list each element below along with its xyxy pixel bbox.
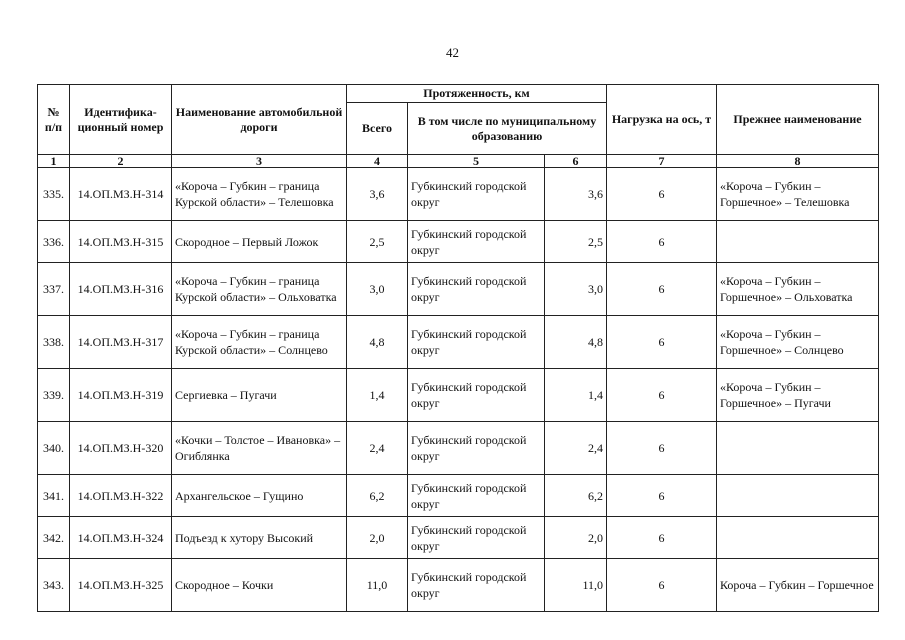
total-length: 2,0 <box>347 517 408 559</box>
header-length: Протяженность, км <box>347 85 607 103</box>
former-name <box>717 517 879 559</box>
table-row <box>38 369 879 422</box>
row-number: 342. <box>38 517 70 559</box>
municipality: Губкинский городской округ <box>408 263 545 316</box>
total-length: 2,5 <box>347 221 408 263</box>
former-name <box>717 475 879 517</box>
axle-load: 6 <box>607 559 717 612</box>
municipality: Губкинский городской округ <box>408 422 545 475</box>
axle-load: 6 <box>607 316 717 369</box>
header-former: Прежнее наименование <box>717 85 879 155</box>
column-number: 5 <box>408 155 545 168</box>
former-name <box>717 422 879 475</box>
road-name: Скородное – Первый Ложок <box>172 221 347 263</box>
row-number: 335. <box>38 168 70 221</box>
former-name: «Короча – Губкин – Горшечное» – Телешовка <box>717 168 879 221</box>
municipal-length: 2,5 <box>545 221 607 263</box>
column-number: 6 <box>545 155 607 168</box>
total-length: 3,0 <box>347 263 408 316</box>
former-name: «Короча – Губкин – Горшечное» – Солнцево <box>717 316 879 369</box>
row-number: 336. <box>38 221 70 263</box>
road-id: 14.ОП.МЗ.Н-316 <box>70 263 172 316</box>
roads-table <box>37 84 879 612</box>
axle-load: 6 <box>607 369 717 422</box>
road-name: Сергиевка – Пугачи <box>172 369 347 422</box>
former-name <box>717 221 879 263</box>
road-id: 14.ОП.МЗ.Н-322 <box>70 475 172 517</box>
municipal-length: 3,0 <box>545 263 607 316</box>
municipal-length: 11,0 <box>545 559 607 612</box>
column-number-row <box>38 155 879 168</box>
municipality: Губкинский городской округ <box>408 559 545 612</box>
municipal-length: 2,0 <box>545 517 607 559</box>
road-id: 14.ОП.МЗ.Н-315 <box>70 221 172 263</box>
road-id: 14.ОП.МЗ.Н-314 <box>70 168 172 221</box>
header-id: Идентифика-ционный номер <box>70 85 172 155</box>
road-name: «Короча – Губкин – граница Курской области» – Солнцево <box>172 316 347 369</box>
axle-load: 6 <box>607 422 717 475</box>
table-row <box>38 559 879 612</box>
total-length: 6,2 <box>347 475 408 517</box>
municipality: Губкинский городской округ <box>408 316 545 369</box>
table-body <box>38 168 879 612</box>
row-number: 339. <box>38 369 70 422</box>
axle-load: 6 <box>607 221 717 263</box>
municipality: Губкинский городской округ <box>408 475 545 517</box>
total-length: 1,4 <box>347 369 408 422</box>
total-length: 4,8 <box>347 316 408 369</box>
table-row <box>38 316 879 369</box>
road-name: «Короча – Губкин – граница Курской области» – Ольховатка <box>172 263 347 316</box>
road-id: 14.ОП.МЗ.Н-324 <box>70 517 172 559</box>
municipality: Губкинский городской округ <box>408 517 545 559</box>
road-name: Архангельское – Гущино <box>172 475 347 517</box>
header-num: № п/п <box>38 85 70 155</box>
road-id: 14.ОП.МЗ.Н-320 <box>70 422 172 475</box>
axle-load: 6 <box>607 263 717 316</box>
municipal-length: 2,4 <box>545 422 607 475</box>
road-id: 14.ОП.МЗ.Н-317 <box>70 316 172 369</box>
total-length: 3,6 <box>347 168 408 221</box>
municipality: Губкинский городской округ <box>408 168 545 221</box>
total-length: 2,4 <box>347 422 408 475</box>
road-id: 14.ОП.МЗ.Н-325 <box>70 559 172 612</box>
column-number: 2 <box>70 155 172 168</box>
municipality: Губкинский городской округ <box>408 369 545 422</box>
column-number: 7 <box>607 155 717 168</box>
table-row <box>38 221 879 263</box>
former-name: Короча – Губкин – Горшечное <box>717 559 879 612</box>
column-number: 8 <box>717 155 879 168</box>
column-number: 3 <box>172 155 347 168</box>
column-number: 4 <box>347 155 408 168</box>
header-load: Нагрузка на ось, т <box>607 85 717 155</box>
axle-load: 6 <box>607 517 717 559</box>
former-name: «Короча – Губкин – Горшечное» – Пугачи <box>717 369 879 422</box>
municipal-length: 3,6 <box>545 168 607 221</box>
municipal-length: 4,8 <box>545 316 607 369</box>
header-name: Наименование автомобильной дороги <box>172 85 347 155</box>
former-name: «Короча – Губкин – Горшечное» – Ольховатка <box>717 263 879 316</box>
table-row <box>38 263 879 316</box>
table-row <box>38 168 879 221</box>
road-id: 14.ОП.МЗ.Н-319 <box>70 369 172 422</box>
road-name: «Короча – Губкин – граница Курской области» – Телешовка <box>172 168 347 221</box>
table-row <box>38 422 879 475</box>
municipal-length: 1,4 <box>545 369 607 422</box>
row-number: 340. <box>38 422 70 475</box>
page-number: 42 <box>446 45 459 60</box>
road-name: «Кочки – Толстое – Ивановка» – Огиблянка <box>172 422 347 475</box>
road-name: Подъезд к хутору Высокий <box>172 517 347 559</box>
column-number: 1 <box>38 155 70 168</box>
total-length: 11,0 <box>347 559 408 612</box>
row-number: 341. <box>38 475 70 517</box>
header-total: Всего <box>347 103 408 155</box>
row-number: 338. <box>38 316 70 369</box>
municipal-length: 6,2 <box>545 475 607 517</box>
row-number: 337. <box>38 263 70 316</box>
table-row <box>38 475 879 517</box>
table-row <box>38 517 879 559</box>
header-including: В том числе по муниципальному образованию <box>408 103 607 155</box>
axle-load: 6 <box>607 168 717 221</box>
row-number: 343. <box>38 559 70 612</box>
road-name: Скородное – Кочки <box>172 559 347 612</box>
municipality: Губкинский городской округ <box>408 221 545 263</box>
axle-load: 6 <box>607 475 717 517</box>
